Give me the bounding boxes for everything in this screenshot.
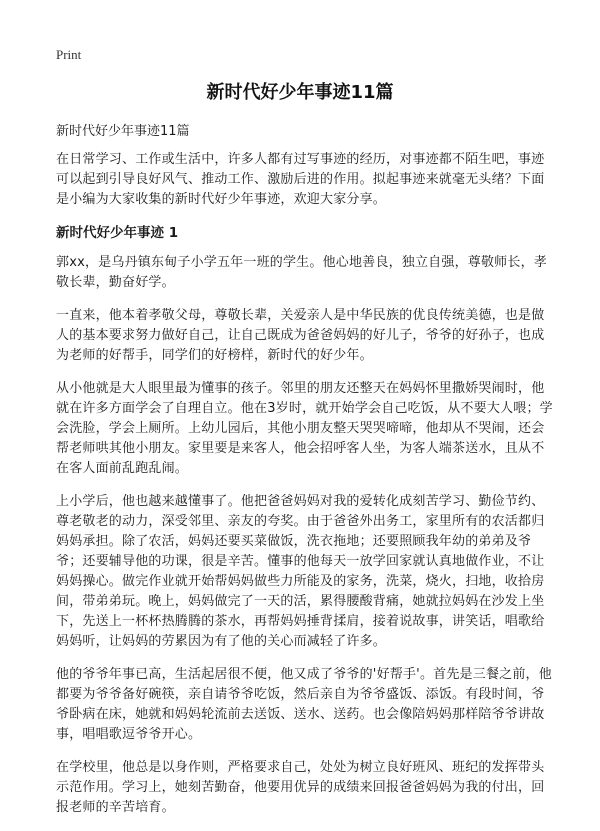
intro-paragraph: 在日常学习、工作或生活中，许多人都有过写事迹的经历，对事迹都不陌生吧，事迹可以起到引导良好风气、推动工作、激励后进的作用。拟起事迹来就毫无头绪？下面是小编为大家收集的新时代好少年事迹，欢迎大家分享。 bbox=[56, 152, 545, 207]
article-body bbox=[56, 150, 556, 831]
section-heading: 新时代好少年事迹 1 bbox=[56, 225, 179, 241]
paragraph: 一直来，他本着孝敬父母，尊敬长辈，关爱亲人是中华民族的优良传统美德，也是做人的基本要求努力做好自己，让自己既成为爸爸妈妈的好儿子，爷爷的好孙子，也成为老师的好帮手，同学们的好榜样，新时代的好少年。 bbox=[56, 308, 545, 363]
paragraph: 郭xx，是乌丹镇东甸子小学五年一班的学生。他心地善良，独立自强，尊敬师长，孝敬长辈，勤奋好学。 bbox=[56, 255, 547, 290]
page-title: 新时代好少年事迹11篇 bbox=[206, 82, 394, 103]
print-link[interactable]: Print bbox=[56, 47, 82, 62]
paragraph: 上小学后，他也越来越懂事了。他把爸爸妈妈对我的爱转化成刻苦学习、勤俭节约、尊老敬老的动力，深受邻里、亲友的夸奖。由于爸爸外出务工，家里所有的农活都归妈妈承担。除了农活，妈妈还要买菜做饭，洗衣拖地；还要照顾我年幼的弟弟及爷爷；还要辅导他的功课，很是辛苦。懂事的他每天一放学回家就认真地做作业，不让妈妈操心。做完作业就开始帮妈妈做些力所能及的家务，洗菜，烧火，扫地，收拾房间，带弟弟玩。晚上，妈妈做完了一天的活，累得腰酸背痛，她就拉妈妈在沙发上坐下，先送上一杯杯热腾腾的茶水，再帮妈妈捶背揉肩，接着说故事，讲笑话，唱歌给妈妈听，让妈妈的劳累因为有了他的关心而减轻了许多。 bbox=[56, 494, 545, 649]
document-subtitle: 新时代好少年事迹11篇 bbox=[56, 124, 190, 139]
paragraph: 他的爷爷年事已高，生活起居很不便，他又成了爷爷的'好帮手'。首先是三餐之前，他都要为爷爷备好碗筷，亲自请爷爷吃饭，然后亲自为爷爷盛饭、添饭。有段时间，爷爷卧病在床，她就和妈妈轮流前去送饭、送水、送药。也会像陪妈妈那样陪爷爷讲故事，唱唱歌逗爷爷开心。 bbox=[56, 667, 552, 742]
paragraph: 在学校里，他总是以身作则，严格要求自己，处处为树立良好班风、班纪的发挥带头示范作用。学习上，她刻苦勤奋，他要用优异的成绩来回报爸爸妈妈为我的付出，回报老师的辛苦培育。 bbox=[56, 760, 545, 815]
paragraph: 从小他就是大人眼里最为懂事的孩子。邻里的朋友还整天在妈妈怀里撒娇哭闹时，他就在许多方面学会了自理自立。他在3岁时，就开始学会自己吃饭，从不要大人喂；学会洗脸，学会上厕所。上幼儿园后，其他小朋友整天哭哭啼啼，他却从不哭闹，还会帮老师哄其他小朋友。家里要是来客人，他会招呼客人坐，为客人端茶送水，且从不在客人面前乱跑乱闹。 bbox=[56, 381, 553, 476]
